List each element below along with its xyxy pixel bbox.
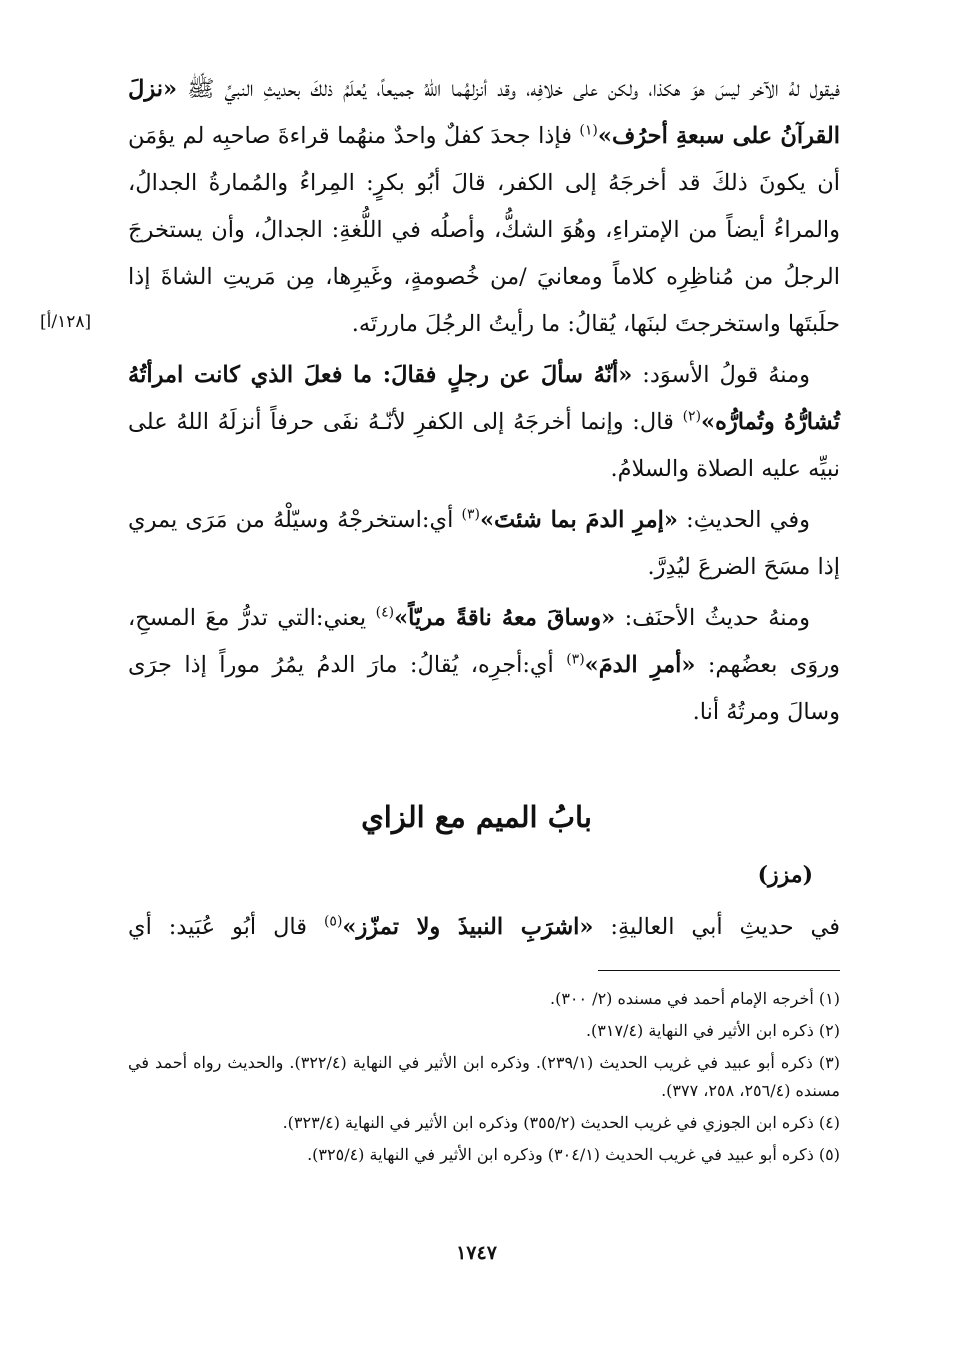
paragraph-2-intro: ومنهُ قولُ الأسوَد: bbox=[642, 362, 810, 388]
hadith-quote-1: «نزلَ القرآنُ على سبعةِ أحرُف» bbox=[128, 76, 841, 149]
chapter-first-line bbox=[128, 904, 840, 951]
manuscript-folio-reference: [١٢٨/أ] bbox=[40, 312, 92, 332]
footnote-ref-1: (١) bbox=[579, 122, 598, 139]
footnotes-list bbox=[128, 985, 840, 1173]
chapter-line-intro: في حديثِ أبي العاليةِ: bbox=[610, 914, 841, 940]
paragraph-1-rest: فإذا جحدَ كفلٌ واحدٌ منهُما قراءةَ صاحبِه لم يؤمَن أن يكونَ ذلكَ قد أخرجَهُ إلى الكفر، قالَ أبُو بكرٍ: المِراءُ والمُمارةُ الجدالُ، والمراءُ أيضاً من الإمتراءِ، وهُوَ الشكُّ، وأصلُه في اللُّغةِ: الجدالُ، وأن يستخرجَ الرجلُ من مُناظِرِه كلاماً ومعانيَ /من خُصومةٍ، وغَيرِها، مِن مَريتِ الشاةَ إذا حلَبتَها واستخرجتَ لبنَها، يُقالُ: ما رأيتُ الرجُلَ ماررتَه. bbox=[128, 123, 840, 337]
footnote-ref-4: (٤) bbox=[375, 604, 395, 621]
paragraph-3-rest: أي:استخرجْهُ وسيّلْهُ من مَرَى يمري إذا مسَحَ الضرعَ ليُدِرَّ. bbox=[128, 507, 840, 580]
paragraph-2 bbox=[128, 352, 840, 493]
hadith-quote-3: «إمرِ الدمَ بما شئتَ» bbox=[479, 507, 678, 533]
footnote-item: (٣) ذكره أبو عبيد في غريب الحديث (٢٣٩/١). وذكره ابن الأثير في النهاية (٣٢٢/٤). والحديث رواه أحمد في مسنده (٢٥٦/٤، ٢٥٨، ٣٧٧). bbox=[128, 1053, 840, 1100]
hadith-quote-6: «اشرَبِ النبيذَ ولا تمزّز» bbox=[342, 914, 594, 940]
hadith-quote-4: «وساقَ معهُ ناقةً مريّاً» bbox=[394, 605, 616, 631]
footnote-item: (٢) ذكره ابن الأثير في النهاية (٣١٧/٤). bbox=[585, 1021, 840, 1040]
main-text bbox=[128, 66, 840, 736]
paragraph-3 bbox=[128, 497, 840, 591]
hadith-quote-5: «أمرِ الدمَ» bbox=[584, 652, 696, 678]
root-heading: (مزز) bbox=[757, 862, 813, 888]
chapter-title: بابُ الميم مع الزاي bbox=[361, 800, 592, 834]
footnote-ref-3b: (٣) bbox=[566, 651, 585, 668]
hadith-quote-2: «أنّهُ سألَ عن رجلٍ فقالَ: ما فعلَ الذي كانت امرأتُهُ تُشارُّهُ وتُمارُّه» bbox=[128, 362, 840, 435]
paragraph-4-intro: ومنهُ حديثُ الأحنَف: bbox=[624, 605, 810, 631]
footnote-item: (١) أخرجه الإمام أحمد في مسنده (٢/ ٣٠٠). bbox=[549, 989, 840, 1008]
footnote-ref-5: (٥) bbox=[323, 913, 343, 930]
paragraph-4-mid: يعني:التي تدرُّ معَ المسحِ، وروَى بعضُهم: bbox=[128, 605, 840, 678]
chapter-line-rest: قال أبُو عُبَيد: أي bbox=[128, 914, 308, 940]
page-number: ١٧٤٧ bbox=[456, 1242, 497, 1264]
footnote-ref-2: (٢) bbox=[682, 408, 702, 425]
footnote-item: (٥) ذكره أبو عبيد في غريب الحديث (٣٠٤/١) وذكره ابن الأثير في النهاية (٣٢٥/٤). bbox=[307, 1145, 840, 1164]
paragraph-4 bbox=[128, 595, 840, 736]
paragraph-1-opening: فيقول لهُ الآخر ليسَ هوَ هكذا، ولكن على خلافِه، وقد أنزلهُما اللهُ جميعاً، يُعلَمُ ذلكَ بحديثِ النبيِّ ﷺ bbox=[187, 76, 840, 102]
footnote-separator bbox=[598, 970, 840, 971]
paragraph-2-rest: قال: وإنما أخرجَهُ إلى الكفرِ لأنّـهُ نفَى حرفاً أنزلَهُ اللهُ على نبيِّه عليه الصلاة والسلامُ. bbox=[128, 409, 840, 482]
paragraph-1 bbox=[128, 66, 840, 348]
paragraph-3-intro: وفي الحديثِ: bbox=[686, 507, 810, 533]
footnote-ref-3: (٣) bbox=[461, 506, 480, 523]
footnote-item: (٤) ذكره ابن الجوزي في غريب الحديث (٣٥٥/٢) وذكره ابن الأثير في النهاية (٣٢٣/٤). bbox=[282, 1113, 840, 1132]
paragraph-4-rest: أي:أجرِه، يُقالُ: مارَ الدمُ يمُرُ موراً إذا جرَى وسالَ ومرتُهُ أنا. bbox=[128, 652, 840, 725]
